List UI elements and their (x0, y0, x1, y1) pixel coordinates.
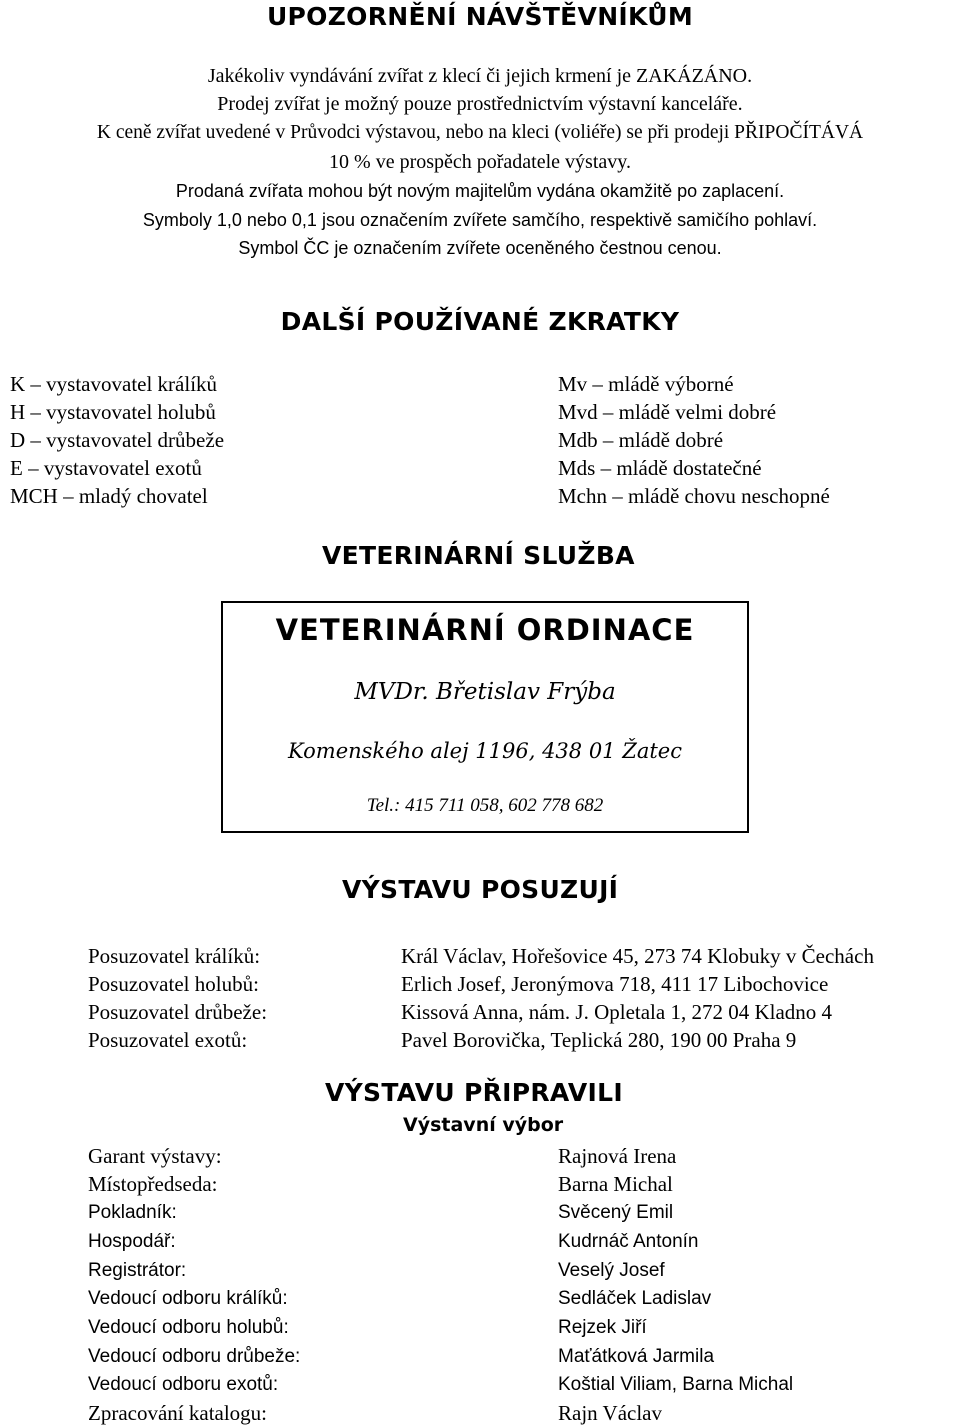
notice-line: K ceně zvířat uvedené v Průvodci výstavou, nebo na kleci (voliéře) se při prodeji PŘIPOČÍTÁVÁ (96, 122, 864, 143)
judge-person: Pavel Borovička, Teplická 280, 190 00 Praha 9 (401, 1028, 797, 1052)
organizer-person: Koštial Viliam, Barna Michal (558, 1374, 794, 1395)
judge-row (88, 998, 833, 1026)
organizer-role: Garant výstavy: (88, 1144, 222, 1168)
abbreviation-item: E – vystavovatel exotů (10, 456, 202, 480)
abbreviation-item: Mchn – mládě chovu neschopné (558, 484, 830, 508)
veterinary-address: Komenského alej 1196, 438 01 Žatec (288, 739, 682, 763)
organizer-row (88, 1142, 677, 1170)
organizer-role: Místopředseda: (88, 1172, 218, 1196)
notice-line: Jakékoliv vyndávání zvířat z klecí či jejich krmení je ZAKÁZÁNO. (207, 65, 753, 87)
organizer-row (88, 1228, 699, 1256)
notice-line: Prodaná zvířata mohou být novým majitelům vydána okamžitě po zaplacení. (175, 181, 785, 201)
judge-role: Posuzovatel exotů: (88, 1028, 248, 1052)
abbreviation-item: MCH – mladý chovatel (10, 484, 208, 508)
veterinary-box (221, 601, 749, 833)
veterinary-title: VETERINÁRNÍ SLUŽBA (322, 541, 635, 570)
organizer-row (88, 1399, 662, 1427)
organizer-role: Hospodář: (88, 1231, 176, 1252)
notice-title: UPOZORNĚNÍ NÁVŠTĚVNÍKŮM (266, 2, 694, 31)
abbreviation-item: Mds – mládě dostatečné (558, 456, 762, 480)
veterinary-box-title: VETERINÁRNÍ ORDINACE (275, 613, 695, 647)
notice-line: Symboly 1,0 nebo 0,1 jsou označením zvířete samčího, respektivě samičího pohlaví. (142, 210, 818, 230)
organizer-row (88, 1170, 673, 1198)
organizer-row (88, 1199, 674, 1227)
organizer-row (88, 1257, 665, 1285)
organizer-person: Kudrnáč Antonín (558, 1231, 699, 1252)
organizer-role: Vedoucí odboru drůbeže: (88, 1346, 301, 1367)
abbreviation-item: Mvd – mládě velmi dobré (558, 400, 777, 424)
abbreviation-item: Mv – mládě výborné (558, 372, 734, 396)
judge-role: Posuzovatel drůbeže: (88, 1000, 268, 1024)
judge-person: Král Václav, Hořešovice 45, 273 74 Klobuky v Čechách (401, 944, 874, 968)
notice-line: Prodej zvířat je možný pouze prostřednictvím výstavní kanceláře. (217, 93, 743, 115)
judges-title: VÝSTAVU POSUZUJÍ (342, 875, 619, 904)
judge-row (88, 970, 829, 998)
organizer-role: Zpracování katalogu: (88, 1401, 268, 1425)
organizer-person: Maťátková Jarmila (558, 1346, 715, 1367)
notice-line: Symbol ČC je označením zvířete oceněného čestnou cenou. (238, 238, 722, 258)
organizer-row (88, 1343, 715, 1371)
organizer-role: Registrátor: (88, 1260, 187, 1281)
judge-row (88, 942, 874, 970)
organizers-title: VÝSTAVU PŘIPRAVILI (325, 1078, 623, 1107)
organizer-person: Rajn Václav (558, 1401, 662, 1425)
judge-role: Posuzovatel králíků: (88, 944, 261, 968)
judge-person: Kissová Anna, nám. J. Opletala 1, 272 04 Kladno 4 (401, 1000, 833, 1024)
organizer-person: Sedláček Ladislav (558, 1288, 712, 1309)
veterinary-phone: Tel.: 415 711 058, 602 778 682 (366, 795, 604, 816)
organizer-person: Barna Michal (558, 1172, 673, 1196)
organizer-role: Vedoucí odboru králíků: (88, 1288, 288, 1309)
notice-line: 10 % ve prospěch pořadatele výstavy. (329, 151, 631, 173)
abbreviations-title: DALŠÍ POUŽÍVANÉ ZKRATKY (280, 307, 680, 336)
organizer-role: Pokladník: (88, 1202, 177, 1223)
organizer-role: Vedoucí odboru holubů: (88, 1317, 289, 1338)
organizer-person: Rajnová Irena (558, 1144, 677, 1168)
veterinary-doctor: MVDr. Břetislav Frýba (354, 679, 616, 705)
judge-role: Posuzovatel holubů: (88, 972, 259, 996)
organizers-subtitle: Výstavní výbor (403, 1114, 564, 1136)
organizer-row (88, 1314, 647, 1342)
judge-row (88, 1026, 797, 1054)
judge-person: Erlich Josef, Jeronýmova 718, 411 17 Libochovice (401, 972, 829, 996)
organizer-person: Rejzek Jiří (558, 1317, 647, 1338)
abbreviation-item: H – vystavovatel holubů (10, 400, 216, 424)
organizer-role: Vedoucí odboru exotů: (88, 1374, 279, 1395)
organizer-row (88, 1371, 794, 1399)
organizer-person: Svěcený Emil (558, 1202, 674, 1223)
abbreviation-item: Mdb – mládě dobré (558, 428, 724, 452)
organizer-person: Veselý Josef (558, 1260, 665, 1281)
abbreviation-item: D – vystavovatel drůbeže (10, 428, 225, 452)
abbreviation-item: K – vystavovatel králíků (10, 372, 218, 396)
organizer-row (88, 1285, 712, 1313)
